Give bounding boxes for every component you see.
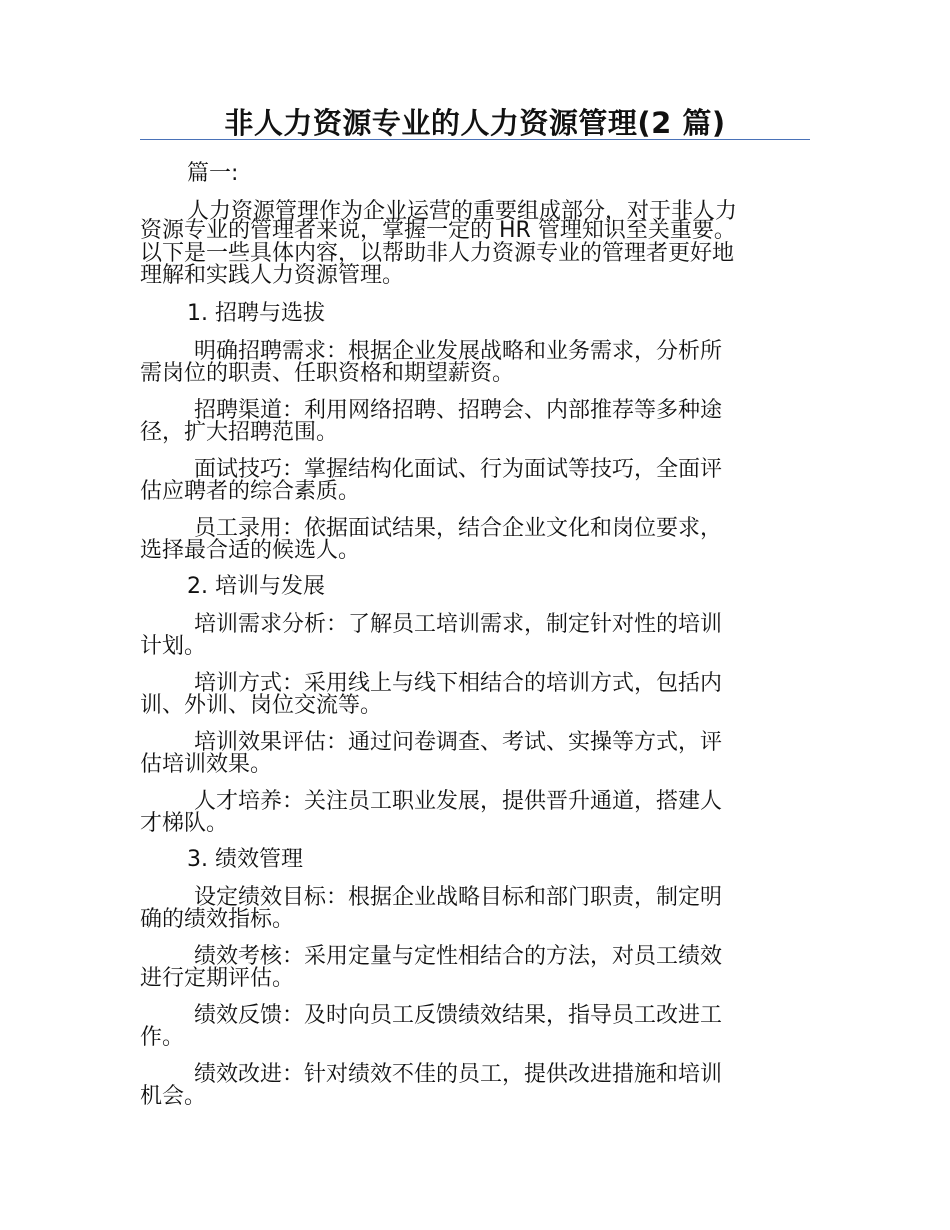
section-item-line: 确的绩效指标。 (140, 907, 295, 932)
section-item-line: 选择最合适的候选人。 (140, 538, 361, 563)
intro-line: 理解和实践人力资源管理。 (140, 263, 405, 288)
section-item-line: 径，扩大招聘范围。 (140, 420, 339, 445)
section-item-line: 估应聘者的综合素质。 (140, 479, 361, 504)
title-underline (140, 139, 810, 140)
section-item-line: 培训方式：采用线上与线下相结合的培训方式，包括内 (194, 671, 723, 696)
section-item-line: 作。 (140, 1025, 185, 1050)
section-item-line: 才梯队。 (140, 811, 229, 836)
section-heading: 3. 绩效管理 (187, 847, 303, 872)
section-item-line: 绩效反馈：及时向员工反馈绩效结果，指导员工改进工 (194, 1003, 723, 1028)
section-item-line: 人才培养：关注员工职业发展，提供晋升通道，搭建人 (194, 789, 723, 814)
section-item-line: 需岗位的职责、任职资格和期望薪资。 (140, 361, 515, 386)
intro-line: 以下是一些具体内容，以帮助非人力资源专业的管理者更好地 (140, 241, 735, 266)
part-label: 篇一: (187, 161, 239, 186)
section-item-line: 计划。 (140, 634, 207, 659)
section-item-line: 进行定期评估。 (140, 966, 295, 991)
section-item-line: 训、外训、岗位交流等。 (140, 693, 383, 718)
intro-line: 人力资源管理作为企业运营的重要组成部分，对于非人力 (187, 199, 738, 224)
section-item-line: 面试技巧：掌握结构化面试、行为面试等技巧，全面评 (194, 457, 723, 482)
section-item-line: 绩效考核：采用定量与定性相结合的方法，对员工绩效 (194, 944, 723, 969)
section-item-line: 绩效改进：针对绩效不佳的员工，提供改进措施和培训 (194, 1062, 723, 1087)
section-item-line: 员工录用：依据面试结果，结合企业文化和岗位要求， (194, 516, 723, 541)
intro-line: 资源专业的管理者来说，掌握一定的 HR 管理知识至关重要。 (140, 218, 736, 243)
section-item-line: 设定绩效目标：根据企业战略目标和部门职责，制定明 (194, 885, 723, 910)
section-item-line: 估培训效果。 (140, 752, 273, 777)
section-heading: 2. 培训与发展 (187, 574, 325, 599)
document-title: 非人力资源专业的人力资源管理(2 篇) (224, 106, 726, 140)
section-item-line: 招聘渠道：利用网络招聘、招聘会、内部推荐等多种途 (194, 398, 723, 423)
section-item-line: 明确招聘需求：根据企业发展战略和业务需求，分析所 (194, 339, 723, 364)
section-item-line: 机会。 (140, 1084, 207, 1109)
section-heading: 1. 招聘与选拔 (187, 301, 325, 326)
section-item-line: 培训需求分析：了解员工培训需求，制定针对性的培训 (194, 612, 723, 637)
section-item-line: 培训效果评估：通过问卷调查、考试、实操等方式，评 (194, 730, 723, 755)
